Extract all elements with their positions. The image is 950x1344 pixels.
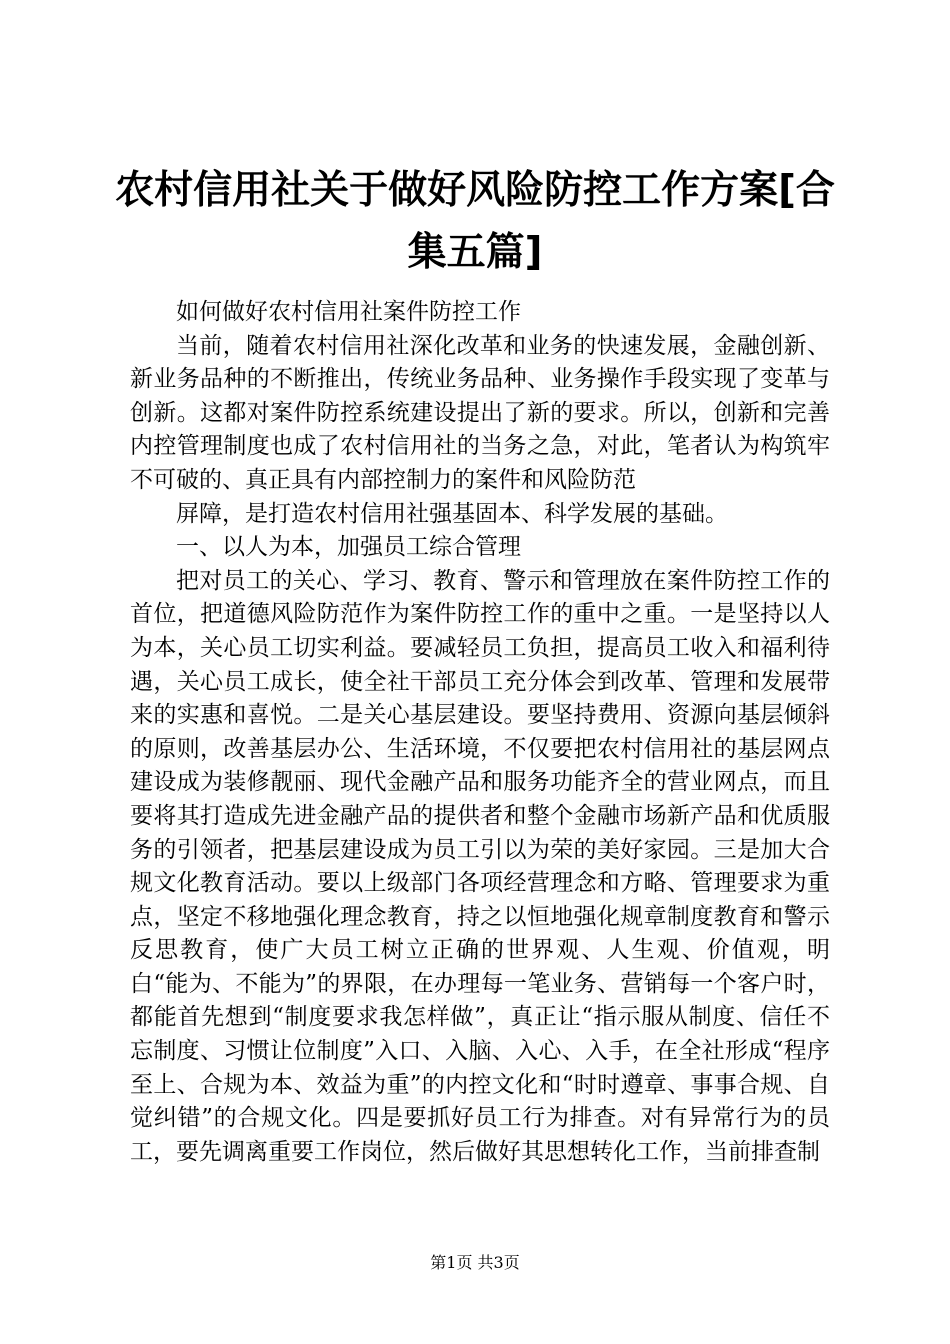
page-number: 第1页 共3页 <box>430 1253 520 1272</box>
paragraph: 把对员工的关心、学习、教育、警示和管理放在案件防控工作的首位，把道德风险防范作为案件防控工作的重中之重。一是坚持以人为本，关心员工切实利益。要减轻员工负担，提高员工收入和福利待遇，关心员工成长，使全社干部员工充分体会到改革、管理和发展带来的实惠和喜悦。二是关心基层建设。要坚持费用、资源向基层倾斜的原则，改善基层办公、生活环境，不仅要把农村信用社的基层网点建设成为装修靓丽、现代金融产品和服务功能齐全的营业网点，而且要将其打造成先进金融产品的提供者和整个金融市场新产品和优质服务的引领者，把基层建设成为员工引以为荣的美好家园。三是加大合规文化教育活动。要以上级部门各项经营理念和方略、管理要求为重点，坚定不移地强化理念教育，持之以恒地强化规章制度教育和警示反思教育，使广大员工树立正确的世界观、人生观、价值观，明白“能为、不能为”的界限，在办理每一笔业务、营销每一个客户时，都能首先想到“制度要求我怎样做”，真正让“指示服从制度、信任不忘制度、习惯让位制度”入口、入脑、入心、入手，在全社形成“程序至上、合规为本、效益为重”的内控文化和“时时遵章、事事合规、自觉纠错”的合规文化。四是要抓好员工行为排查。对有异常行为的员工，要先调离重要工作岗位，然后做好其思想转化工作，当前排查制 <box>130 567 830 1165</box>
section-heading: 一、以人为本，加强员工综合管理 <box>176 534 521 561</box>
document-body <box>130 296 830 1169</box>
paragraph: 当前，随着农村信用社深化改革和业务的快速发展，金融创新、新业务品种的不断推出，传统业务品种、业务操作手段实现了变革与创新。这都对案件防控系统建设提出了新的要求。所以，创新和完善内控管理制度也成了农村信用社的当务之急，对此，笔者认为构筑牢不可破的、真正具有内部控制力的案件和风险防范 <box>130 332 830 493</box>
paragraph: 屏障，是打造农村信用社强基固本、科学发展的基础。 <box>176 500 728 527</box>
document-title: 农村信用社关于做好风险防控工作方案[合集五篇] <box>115 168 835 275</box>
paragraph-subtitle: 如何做好农村信用社案件防控工作 <box>176 299 521 325</box>
